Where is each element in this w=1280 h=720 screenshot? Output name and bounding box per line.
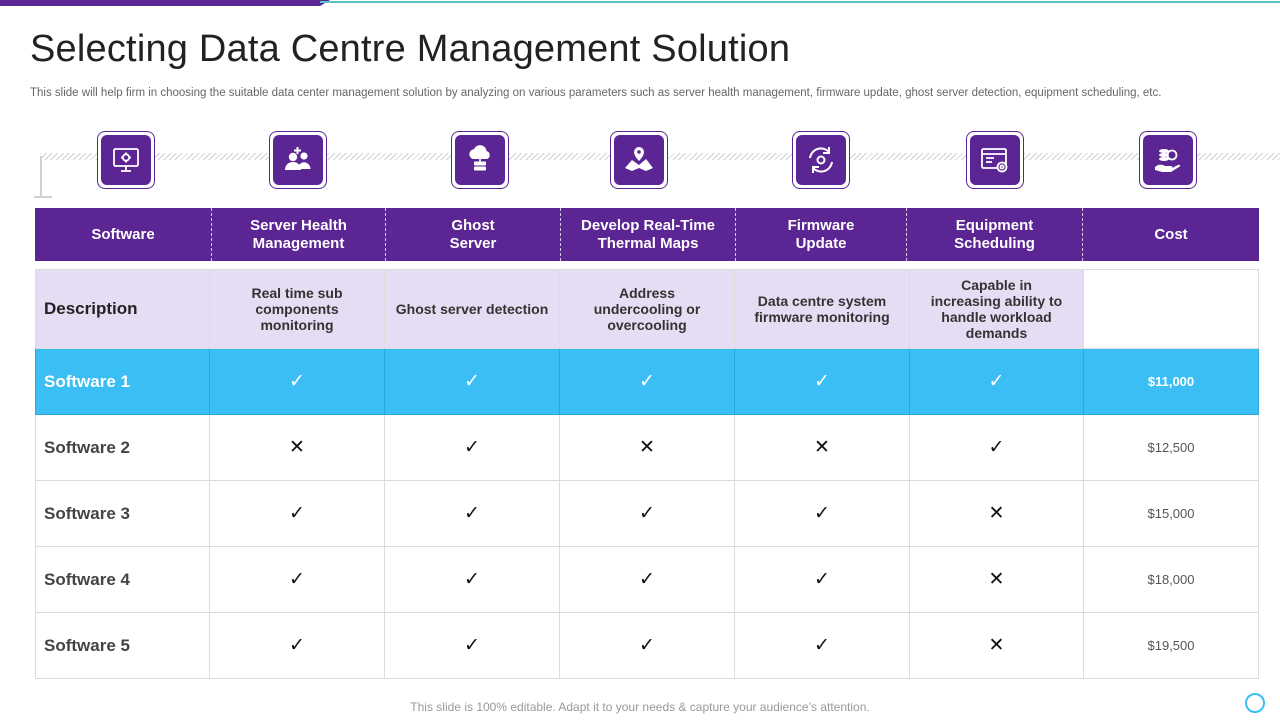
cross-icon: ✕ [988,569,1005,590]
feature-cell [735,613,910,679]
cost-value: $12,500 [1084,415,1259,481]
top-accent-line [320,1,1280,3]
browser-settings-icon [966,131,1024,189]
footer-note: This slide is 100% editable. Adapt it to your needs & capture your audience’s attention. [410,700,870,714]
cross-icon: ✕ [289,437,305,458]
table-row [35,547,1259,613]
cost-value: $11,000 [1084,349,1259,415]
header-firmware-update: Firmware Update [735,208,906,261]
check-icon: ✓ [289,371,305,392]
header-server-health: Server Health Management [211,208,385,261]
check-icon: ✓ [639,503,655,524]
header-cost: Cost [1082,208,1259,261]
check-icon: ✓ [814,371,830,392]
check-icon: ✓ [814,503,830,524]
page-subtitle: This slide will help firm in choosing the suitable data center management solution by analyzing on various parameters such as server health management, firmware update, ghost server detection, equipment scheduling, etc. [30,87,1162,99]
sync-settings-icon [792,131,850,189]
description-cell: Capable in increasing ability to handle workload demands [910,269,1084,349]
software-name: Software 2 [35,415,210,481]
feature-cell [560,415,735,481]
description-cell: Data centre system firmware monitoring [735,269,910,349]
description-cell: Real time sub components monitoring [210,269,385,349]
check-icon: ✓ [464,503,480,524]
feature-cell [910,547,1084,613]
table-row [35,349,1259,415]
feature-cell [560,349,735,415]
feature-cell [910,613,1084,679]
check-icon: ✓ [464,437,480,458]
description-label: Description [35,269,210,349]
feature-cell [735,547,910,613]
check-icon: ✓ [464,371,480,392]
cost-value: $18,000 [1084,547,1259,613]
corner-circle-decoration [1245,693,1265,713]
feature-cell [385,481,560,547]
description-cell: Address undercooling or overcooling [560,269,735,349]
band-connector-foot [34,196,52,198]
cost-value: $15,000 [1084,481,1259,547]
feature-cell [560,481,735,547]
comparison-table [35,269,1259,679]
computer-settings-icon [97,131,155,189]
description-row [35,269,1259,349]
cost-value: $19,500 [1084,613,1259,679]
feature-cell [210,481,385,547]
feature-cell [385,415,560,481]
table-row [35,415,1259,481]
check-icon: ✓ [289,503,305,524]
table-row [35,481,1259,547]
table-row [35,613,1259,679]
check-icon: ✓ [988,371,1005,392]
check-icon: ✓ [988,437,1005,458]
check-icon: ✓ [289,569,305,590]
feature-cell [210,415,385,481]
cloud-server-icon [451,131,509,189]
check-icon: ✓ [289,635,305,656]
check-icon: ✓ [814,635,830,656]
check-icon: ✓ [814,569,830,590]
check-icon: ✓ [639,569,655,590]
feature-cell [735,349,910,415]
header-equipment-scheduling: Equipment Scheduling [906,208,1082,261]
software-name: Software 5 [35,613,210,679]
feature-cell [560,613,735,679]
users-add-icon [269,131,327,189]
page-title: Selecting Data Centre Management Solution [30,28,791,70]
feature-cell [210,349,385,415]
feature-cell [210,613,385,679]
check-icon: ✓ [639,371,655,392]
header-software: Software [91,225,155,243]
description-cell-empty [1084,269,1259,349]
cross-icon: ✕ [988,503,1005,524]
money-hand-icon [1139,131,1197,189]
feature-cell [910,481,1084,547]
header-thermal-maps: Develop Real-Time Thermal Maps [560,208,735,261]
cross-icon: ✕ [814,437,830,458]
table-header [35,208,1259,261]
feature-cell [735,415,910,481]
cross-icon: ✕ [639,437,655,458]
software-name: Software 3 [35,481,210,547]
check-icon: ✓ [464,569,480,590]
cross-icon: ✕ [988,635,1005,656]
software-name: Software 1 [35,349,210,415]
check-icon: ✓ [639,635,655,656]
band-connector [40,156,42,196]
feature-cell [735,481,910,547]
feature-cell [910,349,1084,415]
description-cell: Ghost server detection [385,269,560,349]
feature-cell [210,547,385,613]
feature-cell [385,349,560,415]
top-accent-bar [0,0,330,6]
check-icon: ✓ [464,635,480,656]
feature-cell [385,613,560,679]
header-ghost-server: Ghost Server [385,208,560,261]
feature-cell [560,547,735,613]
feature-cell [910,415,1084,481]
software-name: Software 4 [35,547,210,613]
feature-cell [385,547,560,613]
map-location-icon [610,131,668,189]
